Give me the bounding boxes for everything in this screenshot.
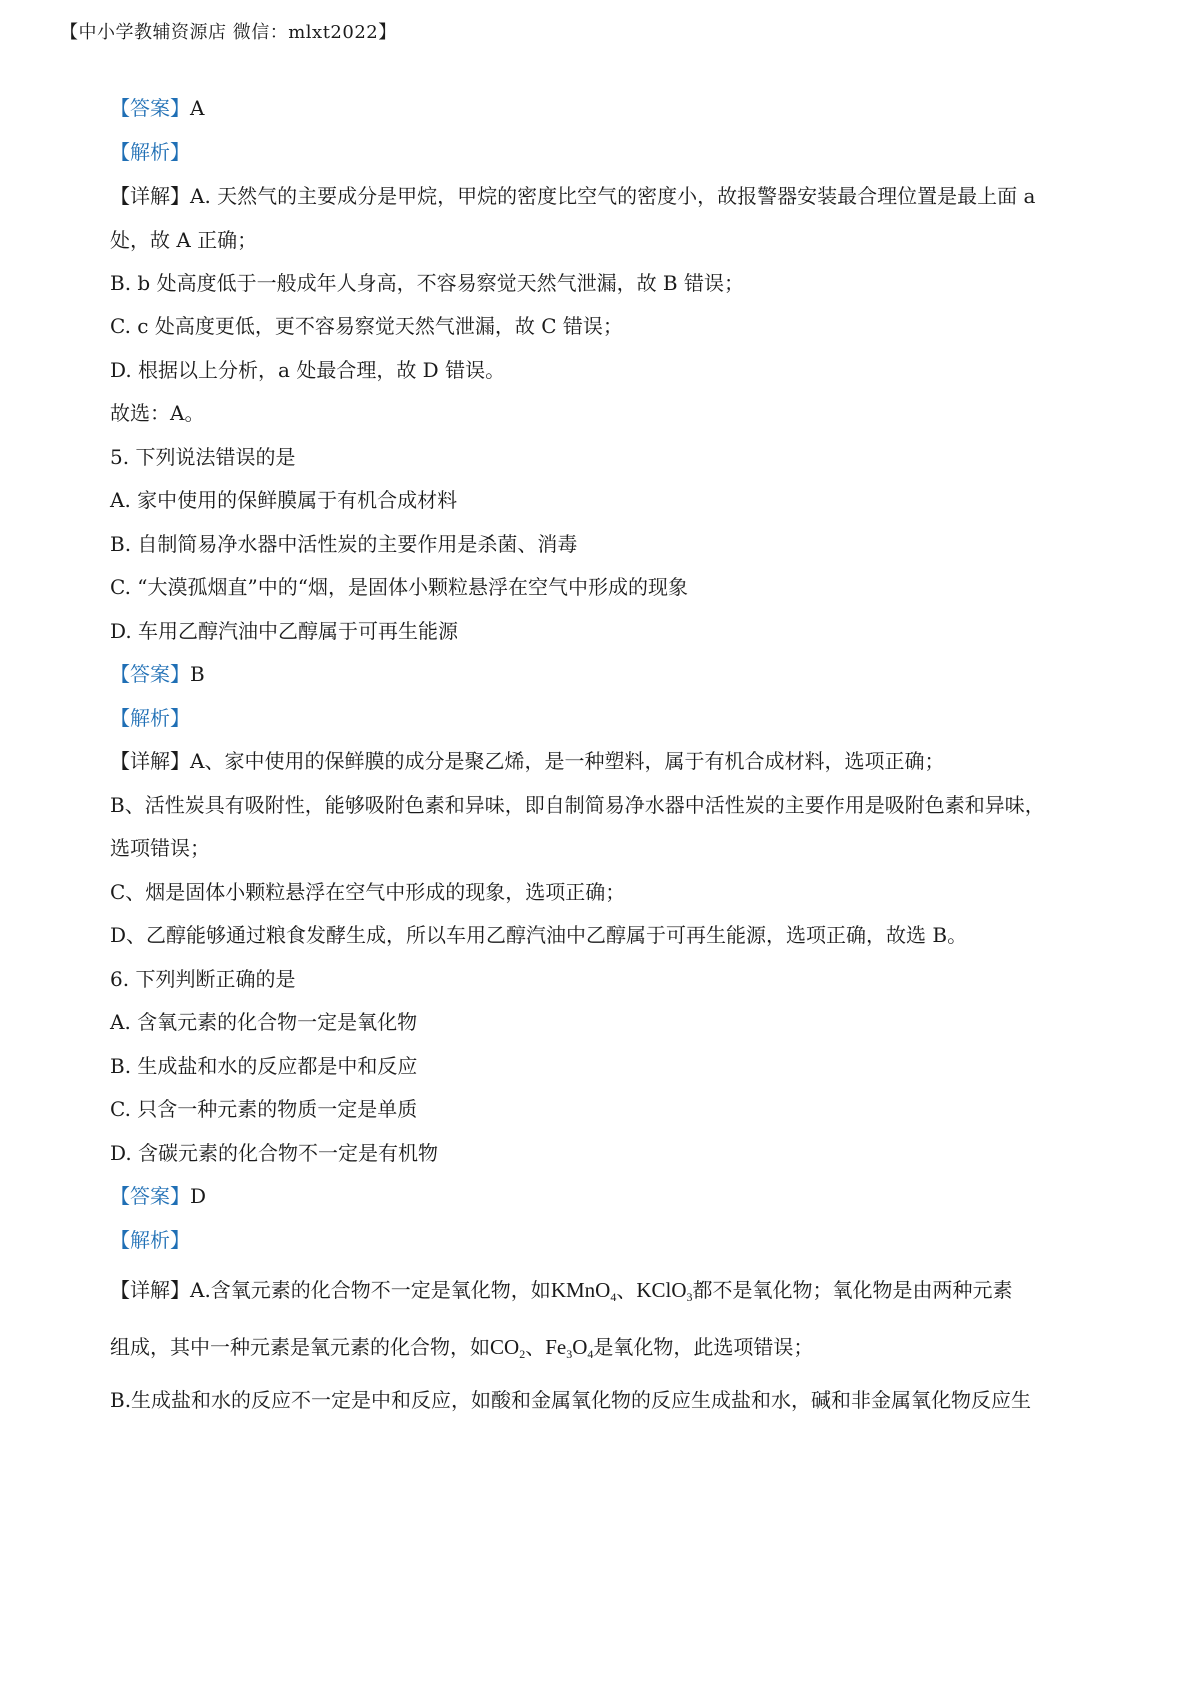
q5-stem: 5. 下列说法错误的是 <box>110 445 296 469</box>
q6-option-a: A. 含氧元素的化合物一定是氧化物 <box>110 1010 418 1034</box>
q4-detail-d: D. 根据以上分析，a 处最合理，故 D 错误。 <box>110 358 506 382</box>
q5-detail-a-text: A、家中使用的保鲜膜的成分是聚乙烯，是一种塑料，属于有机合成材料，选项正确； <box>190 749 945 773</box>
q4-detail-a1 <box>110 182 1120 210</box>
separator: 、 <box>525 1335 546 1359</box>
q5-analysis-line <box>110 704 1120 732</box>
answer-tag: 【答案】 <box>110 662 190 686</box>
q5-detail-b2: 选项错误； <box>110 836 210 860</box>
q6-analysis-line <box>110 1226 1120 1254</box>
q5-answer: B <box>190 662 205 686</box>
fe3o4-sub1: 3 <box>566 1347 573 1361</box>
analysis-tag: 【解析】 <box>110 1228 190 1252</box>
q5-option-b: B. 自制简易净水器中活性炭的主要作用是杀菌、消毒 <box>110 532 578 556</box>
q5-detail-a <box>110 747 1120 775</box>
formula-kmno4 <box>551 1278 617 1302</box>
q4-detail-b: B. b 处高度低于一般成年人身高，不容易察觉天然气泄漏，故 B 错误； <box>110 271 744 295</box>
formula-fe3o4 <box>545 1335 593 1359</box>
q6-stem: 6. 下列判断正确的是 <box>110 967 296 991</box>
q5-option-a: A. 家中使用的保鲜膜属于有机合成材料 <box>110 488 458 512</box>
kmno4-sub: 4 <box>610 1290 617 1304</box>
q5-detail-c: C、烟是固体小颗粒悬浮在空气中形成的现象，选项正确； <box>110 880 626 904</box>
q6-detail-a-line2-part2: 是氧化物，此选项错误； <box>593 1335 814 1359</box>
q6-detail-a-line2 <box>110 1333 1120 1361</box>
q4-detail-a2: 处，故 A 正确； <box>110 228 258 252</box>
q4-analysis-line <box>110 138 1120 166</box>
q6-detail-a-part2: 都不是氧化物；氧化物是由两种元素 <box>692 1278 1013 1302</box>
q4-detail-a1-text: A. 天然气的主要成分是甲烷，甲烷的密度比空气的密度小，故报警器安装最合理位置是最上面 a <box>190 184 1036 208</box>
q5-detail-d: D、乙醇能够通过粮食发酵生成，所以车用乙醇汽油中乙醇属于可再生能源，选项正确，故选 B。 <box>110 923 968 947</box>
kclo3-base: KClO <box>636 1278 687 1302</box>
analysis-tag: 【解析】 <box>110 706 190 730</box>
q5-answer-line <box>110 660 1120 688</box>
q4-answer-line <box>110 94 1120 122</box>
fe3o4-sub2: 4 <box>587 1347 594 1361</box>
detail-tag: 【详解】 <box>110 749 190 773</box>
q6-option-b: B. 生成盐和水的反应都是中和反应 <box>110 1054 418 1078</box>
q6-detail-a-part1: A.含氧元素的化合物不一定是氧化物，如 <box>190 1278 551 1302</box>
q5-option-c: C. “大漠孤烟直”中的“烟，是固体小颗粒悬浮在空气中形成的现象 <box>110 575 688 599</box>
q4-choice: 故选：A。 <box>110 401 205 425</box>
q5-detail-b1: B、活性炭具有吸附性，能够吸附色素和异味，即自制简易净水器中活性炭的主要作用是吸附色素和异味， <box>110 793 1045 817</box>
fe3o4-o: O <box>572 1335 588 1359</box>
q6-detail-a-line1 <box>110 1276 1120 1304</box>
co2-sub: 2 <box>519 1347 526 1361</box>
co2-base: CO <box>490 1335 520 1359</box>
q4-detail-c: C. c 处高度更低，更不容易察觉天然气泄漏，故 C 错误； <box>110 314 623 338</box>
q5-option-d: D. 车用乙醇汽油中乙醇属于可再生能源 <box>110 619 459 643</box>
q6-detail-b1: B.生成盐和水的反应不一定是中和反应，如酸和金属氧化物的反应生成盐和水，碱和非金属氧化物反应生 <box>110 1388 1032 1412</box>
formula-kclo3 <box>636 1278 692 1302</box>
q6-option-d: D. 含碳元素的化合物不一定是有机物 <box>110 1141 439 1165</box>
watermark-header: 【中小学教辅资源店 微信：mlxt2022】 <box>60 22 397 43</box>
separator: 、 <box>616 1278 637 1302</box>
kclo3-sub: 3 <box>686 1290 693 1304</box>
detail-tag: 【详解】 <box>110 184 190 208</box>
fe3o4-fe: Fe <box>545 1335 567 1359</box>
detail-tag: 【详解】 <box>110 1278 190 1302</box>
answer-tag: 【答案】 <box>110 96 190 120</box>
analysis-tag: 【解析】 <box>110 140 190 164</box>
q4-answer: A <box>190 96 205 120</box>
formula-co2 <box>490 1335 525 1359</box>
q6-answer-line <box>110 1182 1120 1210</box>
answer-tag: 【答案】 <box>110 1184 190 1208</box>
kmno4-base: KMnO <box>550 1278 611 1302</box>
q6-option-c: C. 只含一种元素的物质一定是单质 <box>110 1097 418 1121</box>
q6-answer: D <box>190 1184 207 1208</box>
q6-detail-a-line2-part1: 组成，其中一种元素是氧元素的化合物，如 <box>110 1335 490 1359</box>
